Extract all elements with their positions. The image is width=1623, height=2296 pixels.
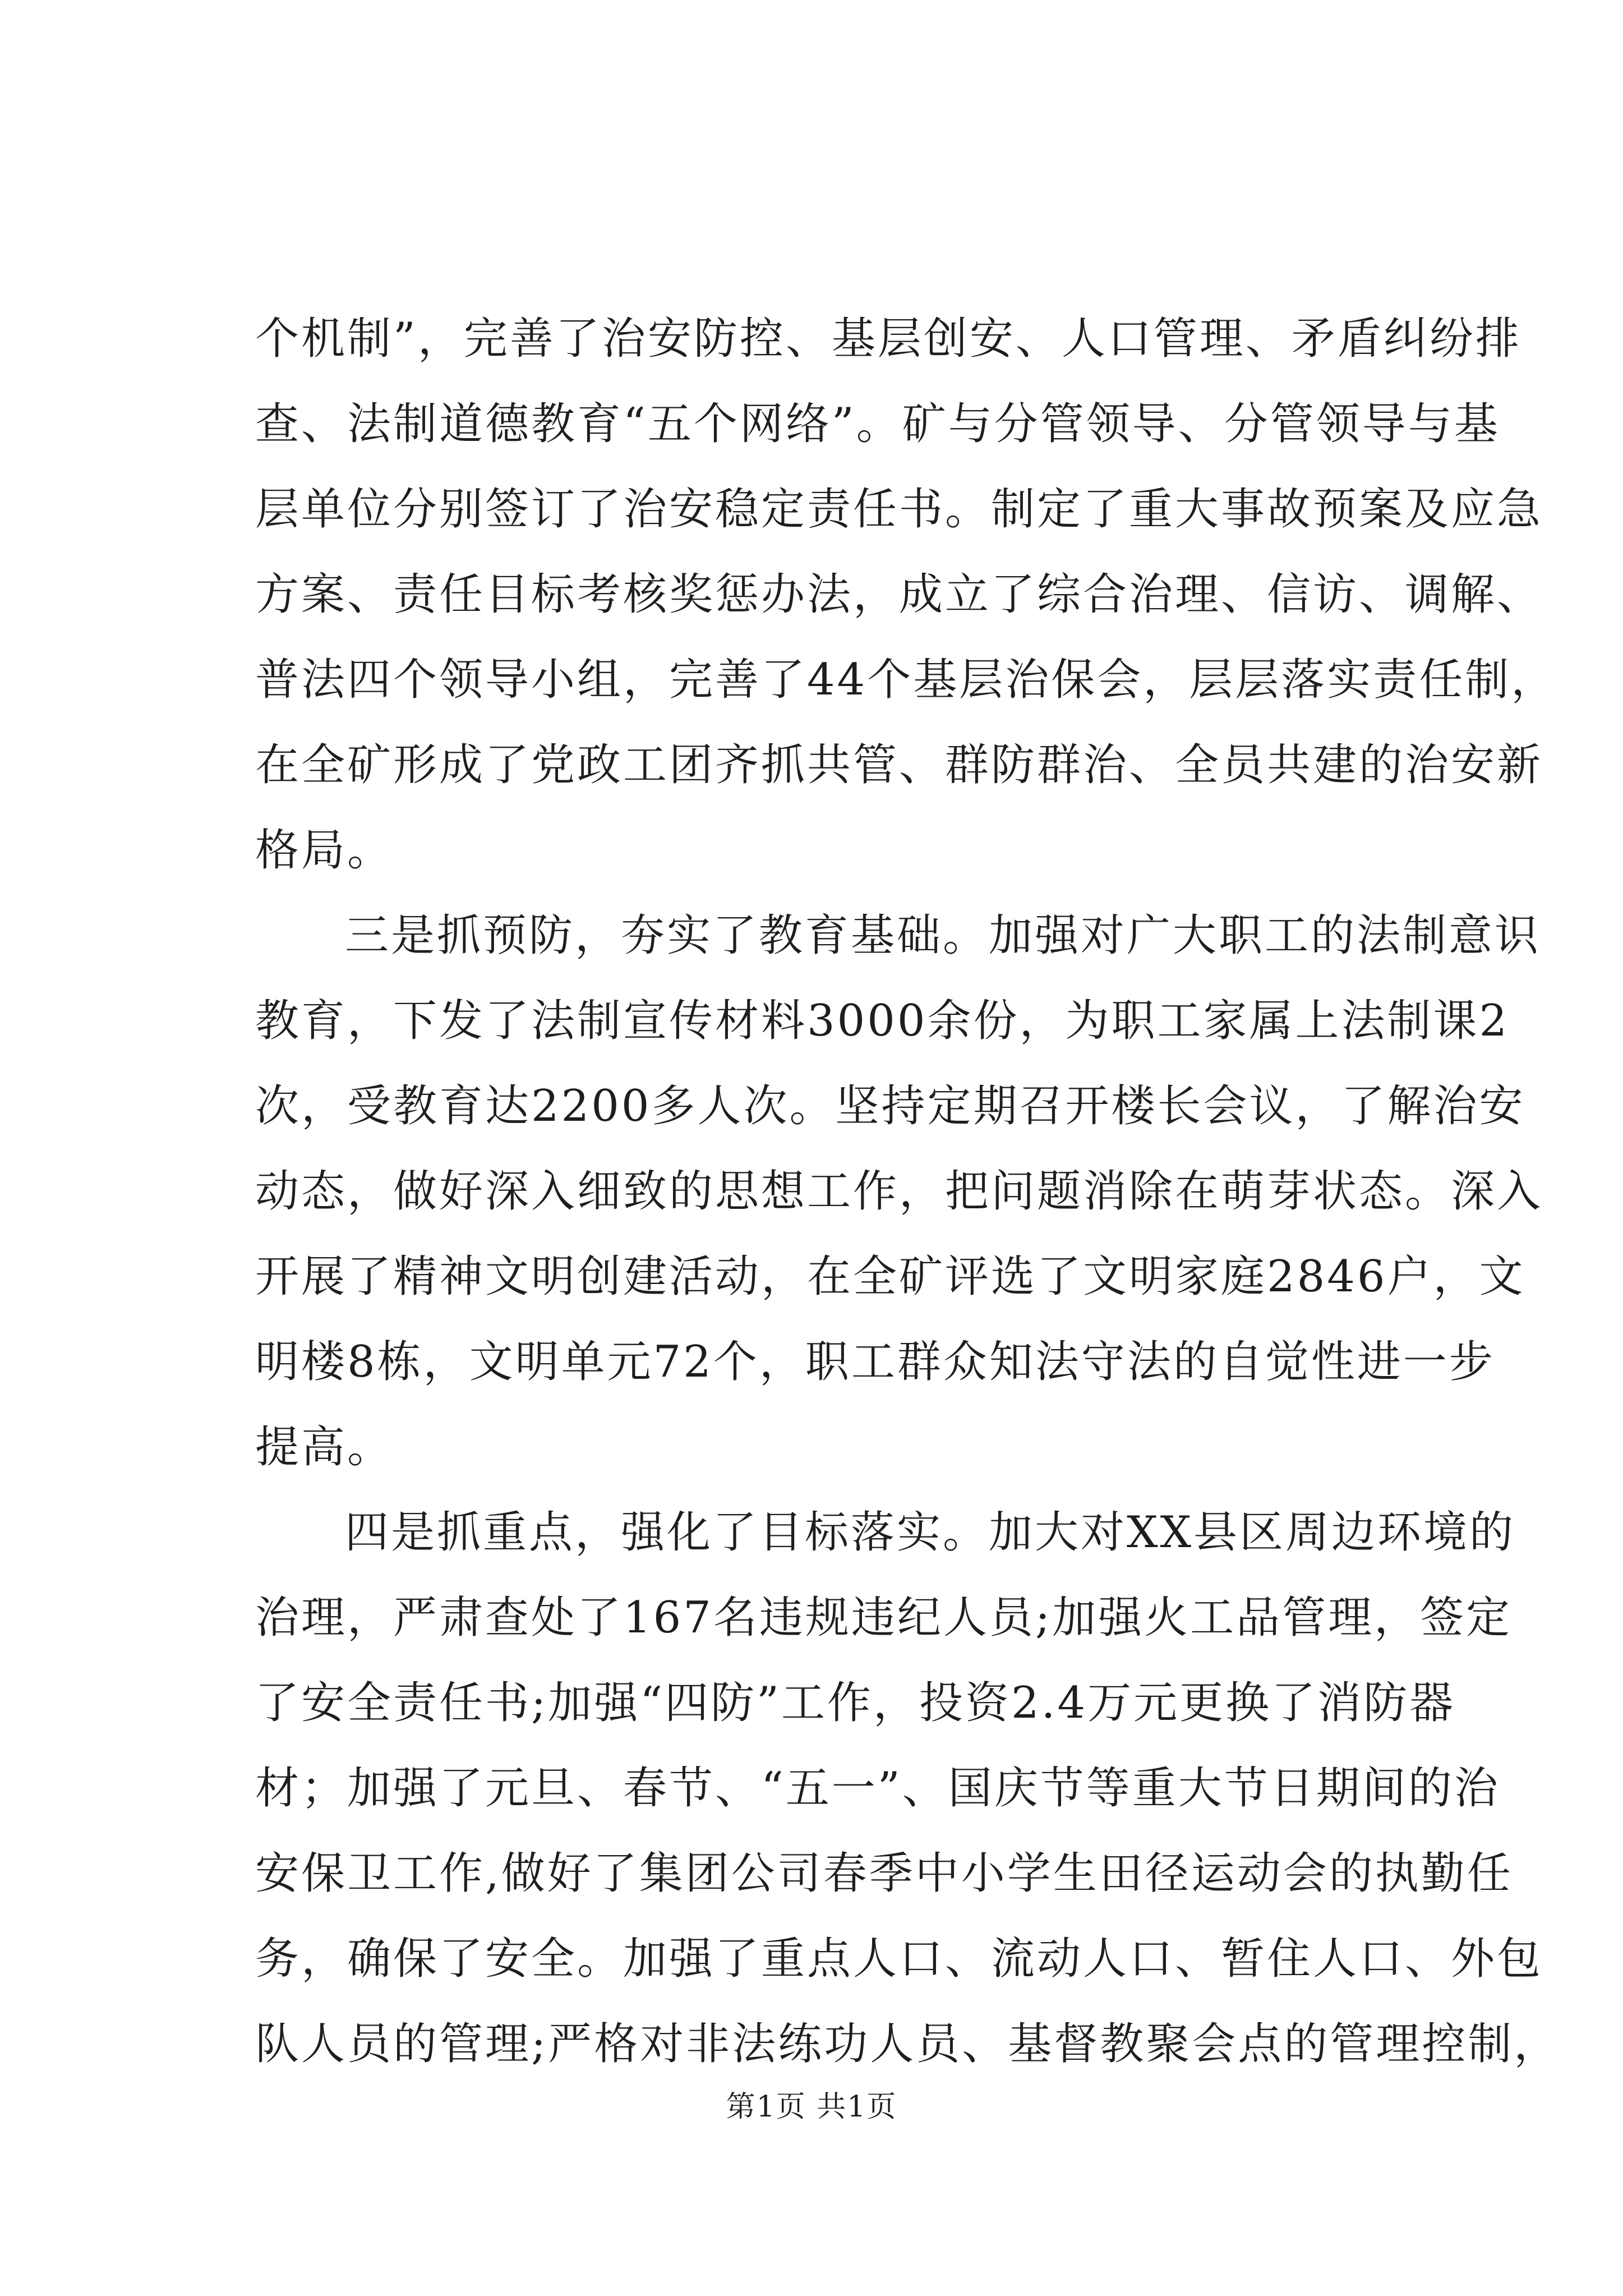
text-line: 提高。 [255, 1422, 394, 1473]
text-line: 方案、责任目标考核奖惩办法，成立了综合治理、信访、调解、 [255, 569, 1543, 620]
text-line: 动态，做好深入细致的思想工作，把问题消除在萌芽状态。深入 [255, 1166, 1543, 1217]
paragraph-start-line: 三是抓预防，夯实了教育基础。加强对广大职工的法制意识 [345, 910, 1541, 961]
text-line: 安保卫工作,做好了集团公司春季中小学生田径运动会的执勤任 [255, 1848, 1513, 1899]
text-line: 个机制”，完善了治安防控、基层创安、人口管理、矛盾纠纷排 [255, 314, 1521, 364]
text-line: 查、法制道德教育“五个网络”。矿与分管领导、分管领导与基 [255, 399, 1500, 449]
text-line: 开展了精神文明创建活动，在全矿评选了文明家庭2846户，文 [255, 1251, 1525, 1302]
body-text [255, 296, 1560, 2087]
paragraph-start-line: 四是抓重点，强化了目标落实。加大对XX县区周边环境的 [345, 1507, 1516, 1558]
text-line: 层单位分别签订了治安稳定责任书。制定了重大事故预案及应急 [255, 484, 1543, 535]
text-line: 教育，下发了法制宣传材料3000余份，为职工家属上法制课2 [255, 996, 1510, 1046]
text-line: 普法四个领导小组，完善了44个基层治保会，层层落实责任制， [255, 655, 1557, 705]
text-line: 务，确保了安全。加强了重点人口、流动人口、暂住人口、外包 [255, 1934, 1543, 1984]
text-line: 队人员的管理;严格对非法练功人员、基督教聚会点的管理控制， [255, 2019, 1560, 2069]
text-line: 治理，严肃查处了167名违规违纪人员;加强火工品管理，签定 [255, 1593, 1513, 1643]
page-footer: 第1页 共1页 [726, 2090, 897, 2124]
text-line: 格局。 [255, 825, 394, 876]
text-line: 材；加强了元旦、春节、“五一”、国庆节等重大节日期间的治 [255, 1763, 1500, 1814]
text-line: 了安全责任书;加强“四防”工作，投资2.4万元更换了消防器 [255, 1678, 1456, 1728]
text-line: 在全矿形成了党政工团齐抓共管、群防群治、全员共建的治安新 [255, 740, 1543, 790]
text-line: 明楼8栋，文明单元72个，职工群众知法守法的自觉性进一步 [255, 1337, 1495, 1387]
text-line: 次，受教育达2200多人次。坚持定期召开楼长会议，了解治安 [255, 1081, 1525, 1131]
